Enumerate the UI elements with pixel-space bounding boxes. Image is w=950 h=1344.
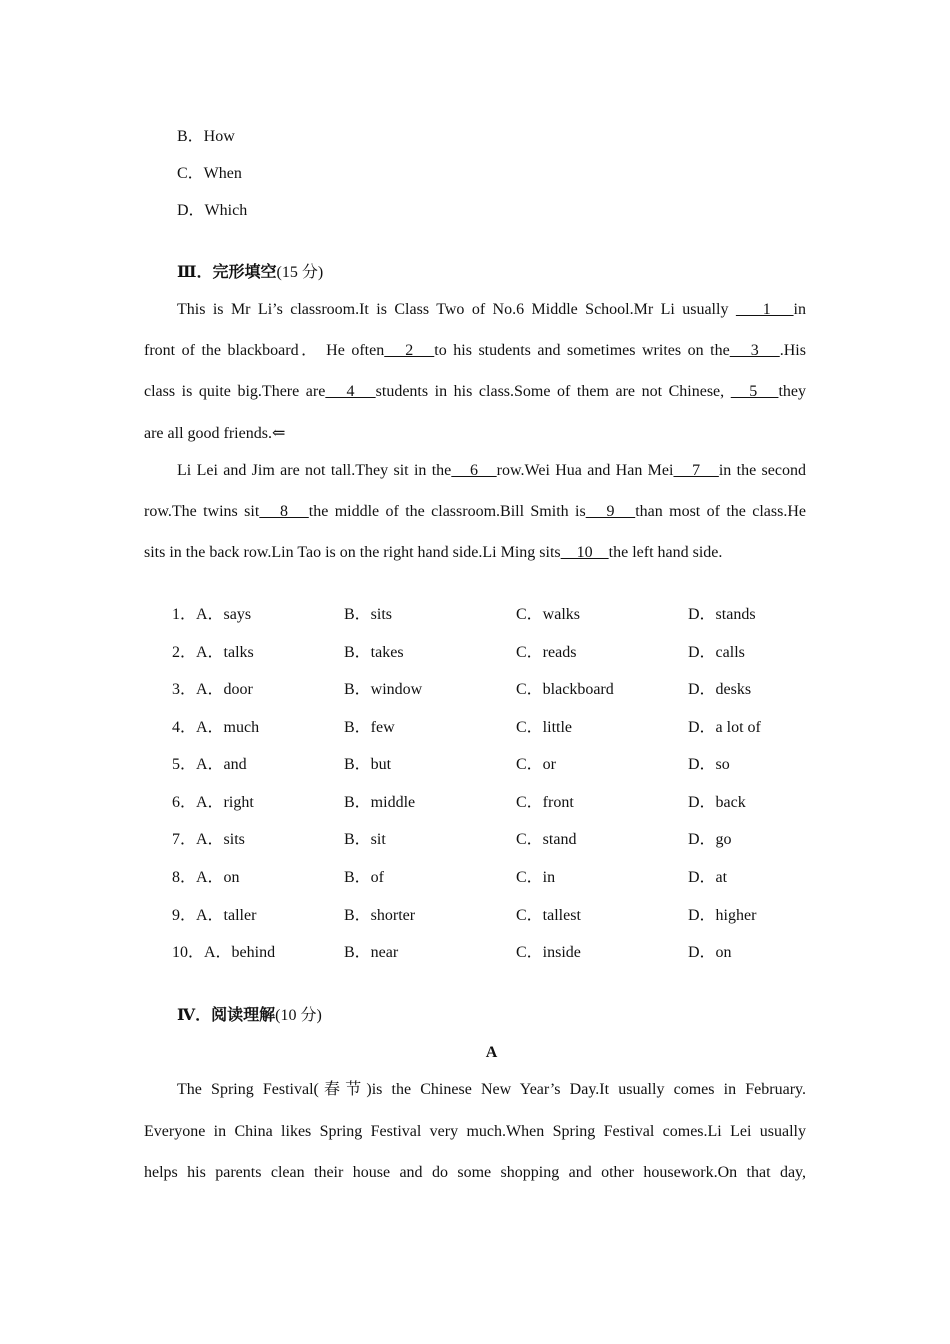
passage-label: A: [485, 1044, 498, 1061]
option-d: D．back: [688, 794, 746, 811]
option-d: D．desks: [688, 681, 752, 698]
option-a: 2．A．talks: [172, 644, 254, 661]
blank-4: 4: [325, 383, 376, 400]
text: row.Wei Hua and Han Mei: [496, 462, 674, 479]
text: .His: [779, 342, 806, 359]
passage-line-1: [177, 1080, 806, 1100]
section3-points: (15 分): [276, 264, 324, 281]
option-b: B．middle: [344, 794, 416, 811]
option-b: B．of: [344, 869, 385, 886]
cloze-para1-line3: [144, 382, 806, 402]
option-b-how: B．How: [177, 128, 235, 145]
option-a: 8．A．on: [172, 869, 240, 886]
text: than most of the class.He: [635, 503, 806, 520]
option-d: D．higher: [688, 907, 757, 924]
cloze-para2-line2: [144, 502, 806, 522]
text: This is Mr Li’s classroom.It is Class Two of No.6 Middle School.Mr Li usually: [177, 301, 736, 318]
option-d: D．at: [688, 869, 728, 886]
option-d: D．on: [688, 944, 732, 961]
text: The Spring Festival(春节)is the Chinese New Year’s Day.It usually comes in February.: [177, 1081, 806, 1098]
option-b: B．shorter: [344, 907, 416, 924]
option-c-when: C．When: [177, 165, 242, 182]
section4-heading: [177, 1006, 322, 1026]
option-a: 9．A．taller: [172, 907, 257, 924]
blank-5: 5: [730, 383, 779, 400]
option-a: 10．A．behind: [172, 944, 276, 961]
text: front of the blackboard． He often: [144, 342, 385, 359]
option-d: D．go: [688, 831, 732, 848]
blank-9: 9: [585, 503, 636, 520]
option-c: C．stand: [516, 831, 577, 848]
text: students in his class.Some of them are not Chinese,: [375, 383, 731, 400]
option-b: B．sit: [344, 831, 386, 848]
section4-title: Ⅳ．阅读理解: [177, 1007, 276, 1024]
option-c: C．in: [516, 869, 556, 886]
blank-10: 10: [560, 544, 609, 561]
section3-title: Ⅲ．完形填空: [177, 264, 277, 281]
text: they: [778, 383, 806, 400]
option-c: C．walks: [516, 606, 581, 623]
option-c: C．reads: [516, 644, 577, 661]
option-c: C．blackboard: [516, 681, 614, 698]
option-b: B．few: [344, 719, 395, 736]
option-d: D．so: [688, 756, 730, 773]
option-c: C．little: [516, 719, 573, 736]
cloze-para1-line2: [144, 341, 806, 361]
option-b: B．but: [344, 756, 392, 773]
option-a: 6．A．right: [172, 794, 254, 811]
cloze-para2-line3: [144, 543, 722, 563]
section3-heading: [177, 263, 323, 283]
option-a: 4．A．much: [172, 719, 260, 736]
section4-points: (10 分): [275, 1007, 322, 1024]
passage-line-3: [144, 1163, 806, 1183]
text: helps his parents clean their house and do some shopping and other housework.On that day,: [144, 1164, 806, 1181]
blank-8: 8: [259, 503, 309, 520]
text: row.The twins sit: [144, 503, 260, 520]
passage-line-2: [144, 1122, 806, 1142]
text: sits in the back row.Lin Tao is on the right hand side.Li Ming sits: [144, 544, 561, 561]
option-d: D．a lot of: [688, 719, 761, 736]
option-b: B．window: [344, 681, 423, 698]
text: in the second: [718, 462, 806, 479]
text: the middle of the classroom.Bill Smith is: [308, 503, 586, 520]
option-c: C．or: [516, 756, 557, 773]
option-c: C．front: [516, 794, 574, 811]
option-b: B．sits: [344, 606, 393, 623]
blank-2: 2: [384, 342, 435, 359]
text: Everyone in China likes Spring Festival very much.When Spring Festival comes.Li Lei usually: [144, 1123, 806, 1140]
option-a: 3．A．door: [172, 681, 253, 698]
text: to his students and sometimes writes on the: [434, 342, 730, 359]
option-b: B．near: [344, 944, 399, 961]
text: Li Lei and Jim are not tall.They sit in the: [177, 462, 452, 479]
option-a: 5．A．and: [172, 756, 247, 773]
option-d: D．calls: [688, 644, 745, 661]
cloze-para1-line4: are all good friends.⇐: [144, 425, 286, 442]
option-d-which: D．Which: [177, 202, 248, 219]
option-a: 7．A．sits: [172, 831, 245, 848]
option-d: D．stands: [688, 606, 756, 623]
option-c: C．tallest: [516, 907, 581, 924]
option-b: B．takes: [344, 644, 404, 661]
option-c: C．inside: [516, 944, 581, 961]
blank-6: 6: [451, 462, 497, 479]
blank-1: 1: [735, 301, 794, 318]
cloze-para2-line1: [177, 461, 806, 481]
blank-7: 7: [673, 462, 719, 479]
text: class is quite big.There are: [144, 383, 326, 400]
option-a: 1．A．says: [172, 606, 252, 623]
text: the left hand side.: [608, 544, 723, 561]
text: in: [793, 301, 806, 318]
cloze-para1-line1: [177, 300, 806, 320]
blank-3: 3: [729, 342, 780, 359]
